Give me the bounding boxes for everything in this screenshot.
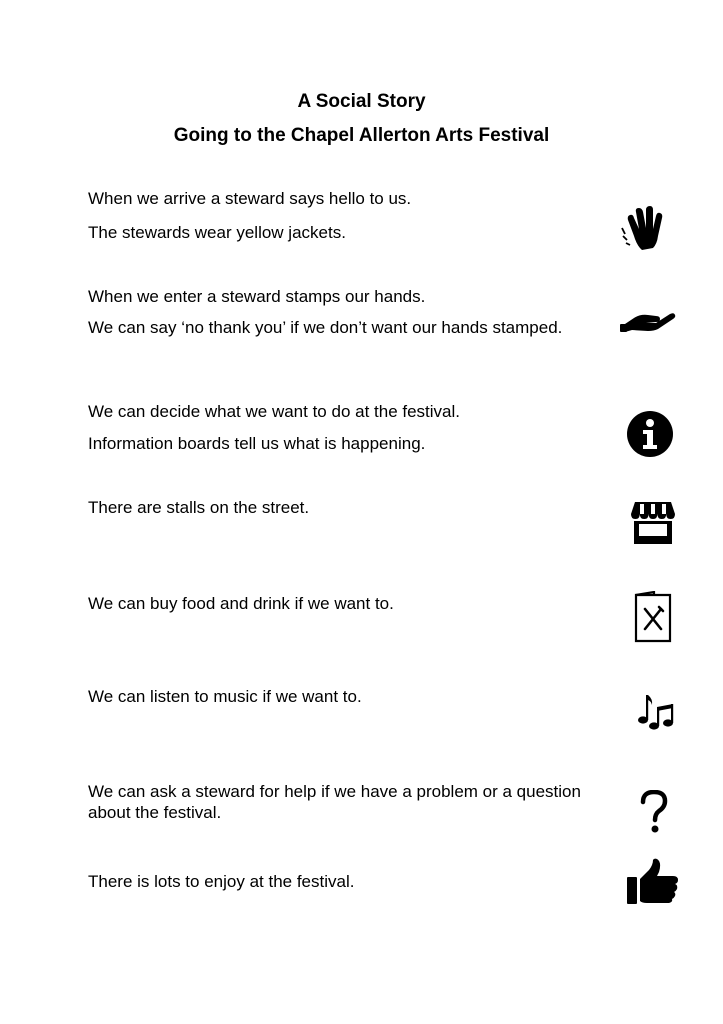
thumbs-up-icon xyxy=(627,858,679,904)
page-title: A Social Story xyxy=(297,91,426,112)
story-text: There is lots to enjoy at the festival. xyxy=(88,872,355,891)
market-stall-icon xyxy=(631,502,675,544)
waving-hand-icon xyxy=(620,202,668,254)
information-icon xyxy=(627,411,673,457)
story-text: We can listen to music if we want to. xyxy=(88,687,362,706)
story-text: We can decide what we want to do at the festival. xyxy=(88,402,461,421)
story-text: Information boards tell us what is happening. xyxy=(88,434,426,453)
story-text: There are stalls on the street. xyxy=(88,498,310,517)
music-notes-icon xyxy=(637,693,675,731)
page-subtitle: Going to the Chapel Allerton Arts Festival xyxy=(173,125,550,146)
menu-card-icon xyxy=(634,591,672,643)
story-text: When we enter a steward stamps our hands. xyxy=(88,287,426,306)
open-hand-icon xyxy=(620,304,676,334)
story-text: We can ask a steward for help if we have a problem or a question about the festival. xyxy=(88,782,581,822)
story-text: We can say ‘no thank you’ if we don’t want our hands stamped. xyxy=(88,318,563,337)
question-mark-icon xyxy=(640,790,668,834)
story-text: When we arrive a steward says hello to us. xyxy=(88,189,412,208)
story-text: We can buy food and drink if we want to. xyxy=(88,594,394,613)
story-text: The stewards wear yellow jackets. xyxy=(88,223,346,242)
